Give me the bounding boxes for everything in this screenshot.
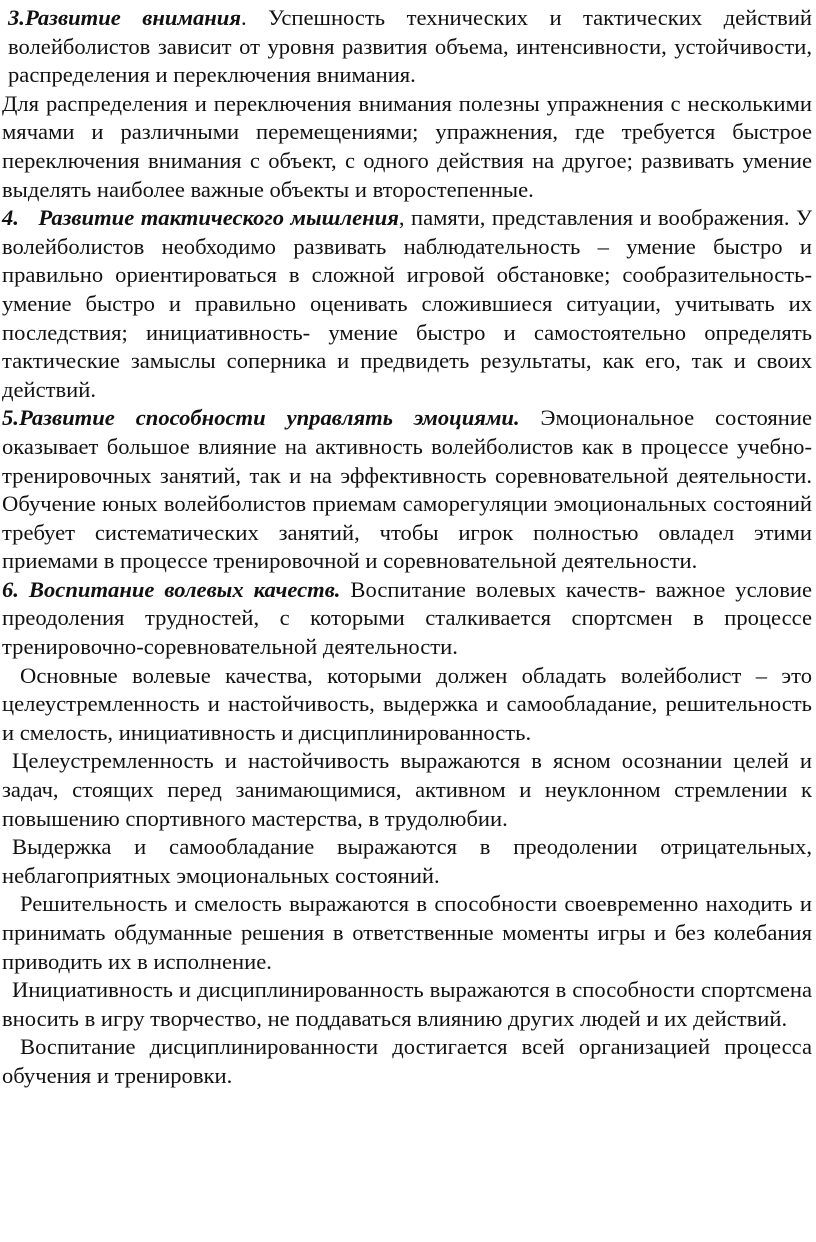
section-6-paragraph [2, 576, 812, 662]
decisiveness-paragraph: Решительность и смелость выражаются в способности своевременно находить и принимать обдуманные решения в ответственные моменты игры и без колебания приводить их в исполнение. [2, 891, 812, 974]
section-3-heading: 3.Развитие внимания [8, 5, 242, 30]
section-4-text: , памяти, представления и воображения. У волейболистов необходимо развивать наблюдательность – умение быстро и правильно ориентироваться в сложной игровой обстановке; сообразительность- умение быстро и правильно оценивать сложившиеся ситуации, учитывать их последствия; инициативность- умение быстро и самостоятельно определять тактические замыслы соперника и предвидеть результаты, как его, так и своих действий. [2, 205, 812, 402]
section-5-heading: 5.Развитие способности управлять эмоциями. [2, 405, 520, 431]
section-3-paragraph [2, 4, 812, 90]
discipline-paragraph: Воспитание дисциплинированности достигается всей организацией процесса обучения и тренировки. [2, 1034, 812, 1088]
section-5-text: Эмоциональное состояние оказывает большое влияние на активность волейболистов как в процессе учебно-тренировочных занятий, так и на эффективность соревновательной деятельности. Обучение юных волейболистов приемам саморегуляции эмоциональных состояний требует систематических занятий, чтобы игрок полностью овладел этими приемами в процессе тренировочной и соревновательной деятельности. [2, 405, 812, 574]
purposefulness-paragraph: Целеустремленность и настойчивость выражаются в ясном осознании целей и задач, стоящих перед занимающимися, активном и неуклонном стремлении к повышению спортивного мастерства, в трудолюбии. [2, 748, 812, 831]
section-3-text: . Успешность технических и тактических действий волейболистов зависит от уровня развития объема, интенсивности, устойчивости, распределения и переключения внимания. [8, 5, 812, 88]
document-page [2, 4, 812, 1091]
section-6-text: Воспитание волевых качеств- важное условие преодоления трудностей, с которыми сталкивается спортсмен в процессе тренировочно-соревновательной деятельности. [2, 576, 812, 660]
restraint-paragraph: Выдержка и самообладание выражаются в преодолении отрицательных, неблагоприятных эмоциональных состояний. [2, 834, 812, 888]
section-6-heading: 6. Воспитание волевых качеств. [2, 576, 341, 602]
section-5-paragraph [2, 404, 812, 576]
section-4-heading: 4. Развитие тактического мышления [2, 205, 399, 231]
section-4-paragraph [2, 204, 812, 404]
attention-exercises-paragraph: Для распределения и переключения внимания полезны упражнения с несколькими мячами и различными перемещениями; упражнения, где требуется быстрое переключения внимания с объект, с одного действия на другое; развивать умение выделять наиболее важные объекты и второстепенные. [2, 90, 812, 202]
initiative-paragraph: Инициативность и дисциплинированность выражаются в способности спортсмена вносить в игру творчество, не поддаваться влиянию других людей и их действий. [2, 977, 812, 1031]
main-qualities-paragraph: Основные волевые качества, которыми должен обладать волейболист – это целеустремленность и настойчивость, выдержка и самообладание, решительность и смелость, инициативность и дисциплинированность. [2, 662, 812, 745]
